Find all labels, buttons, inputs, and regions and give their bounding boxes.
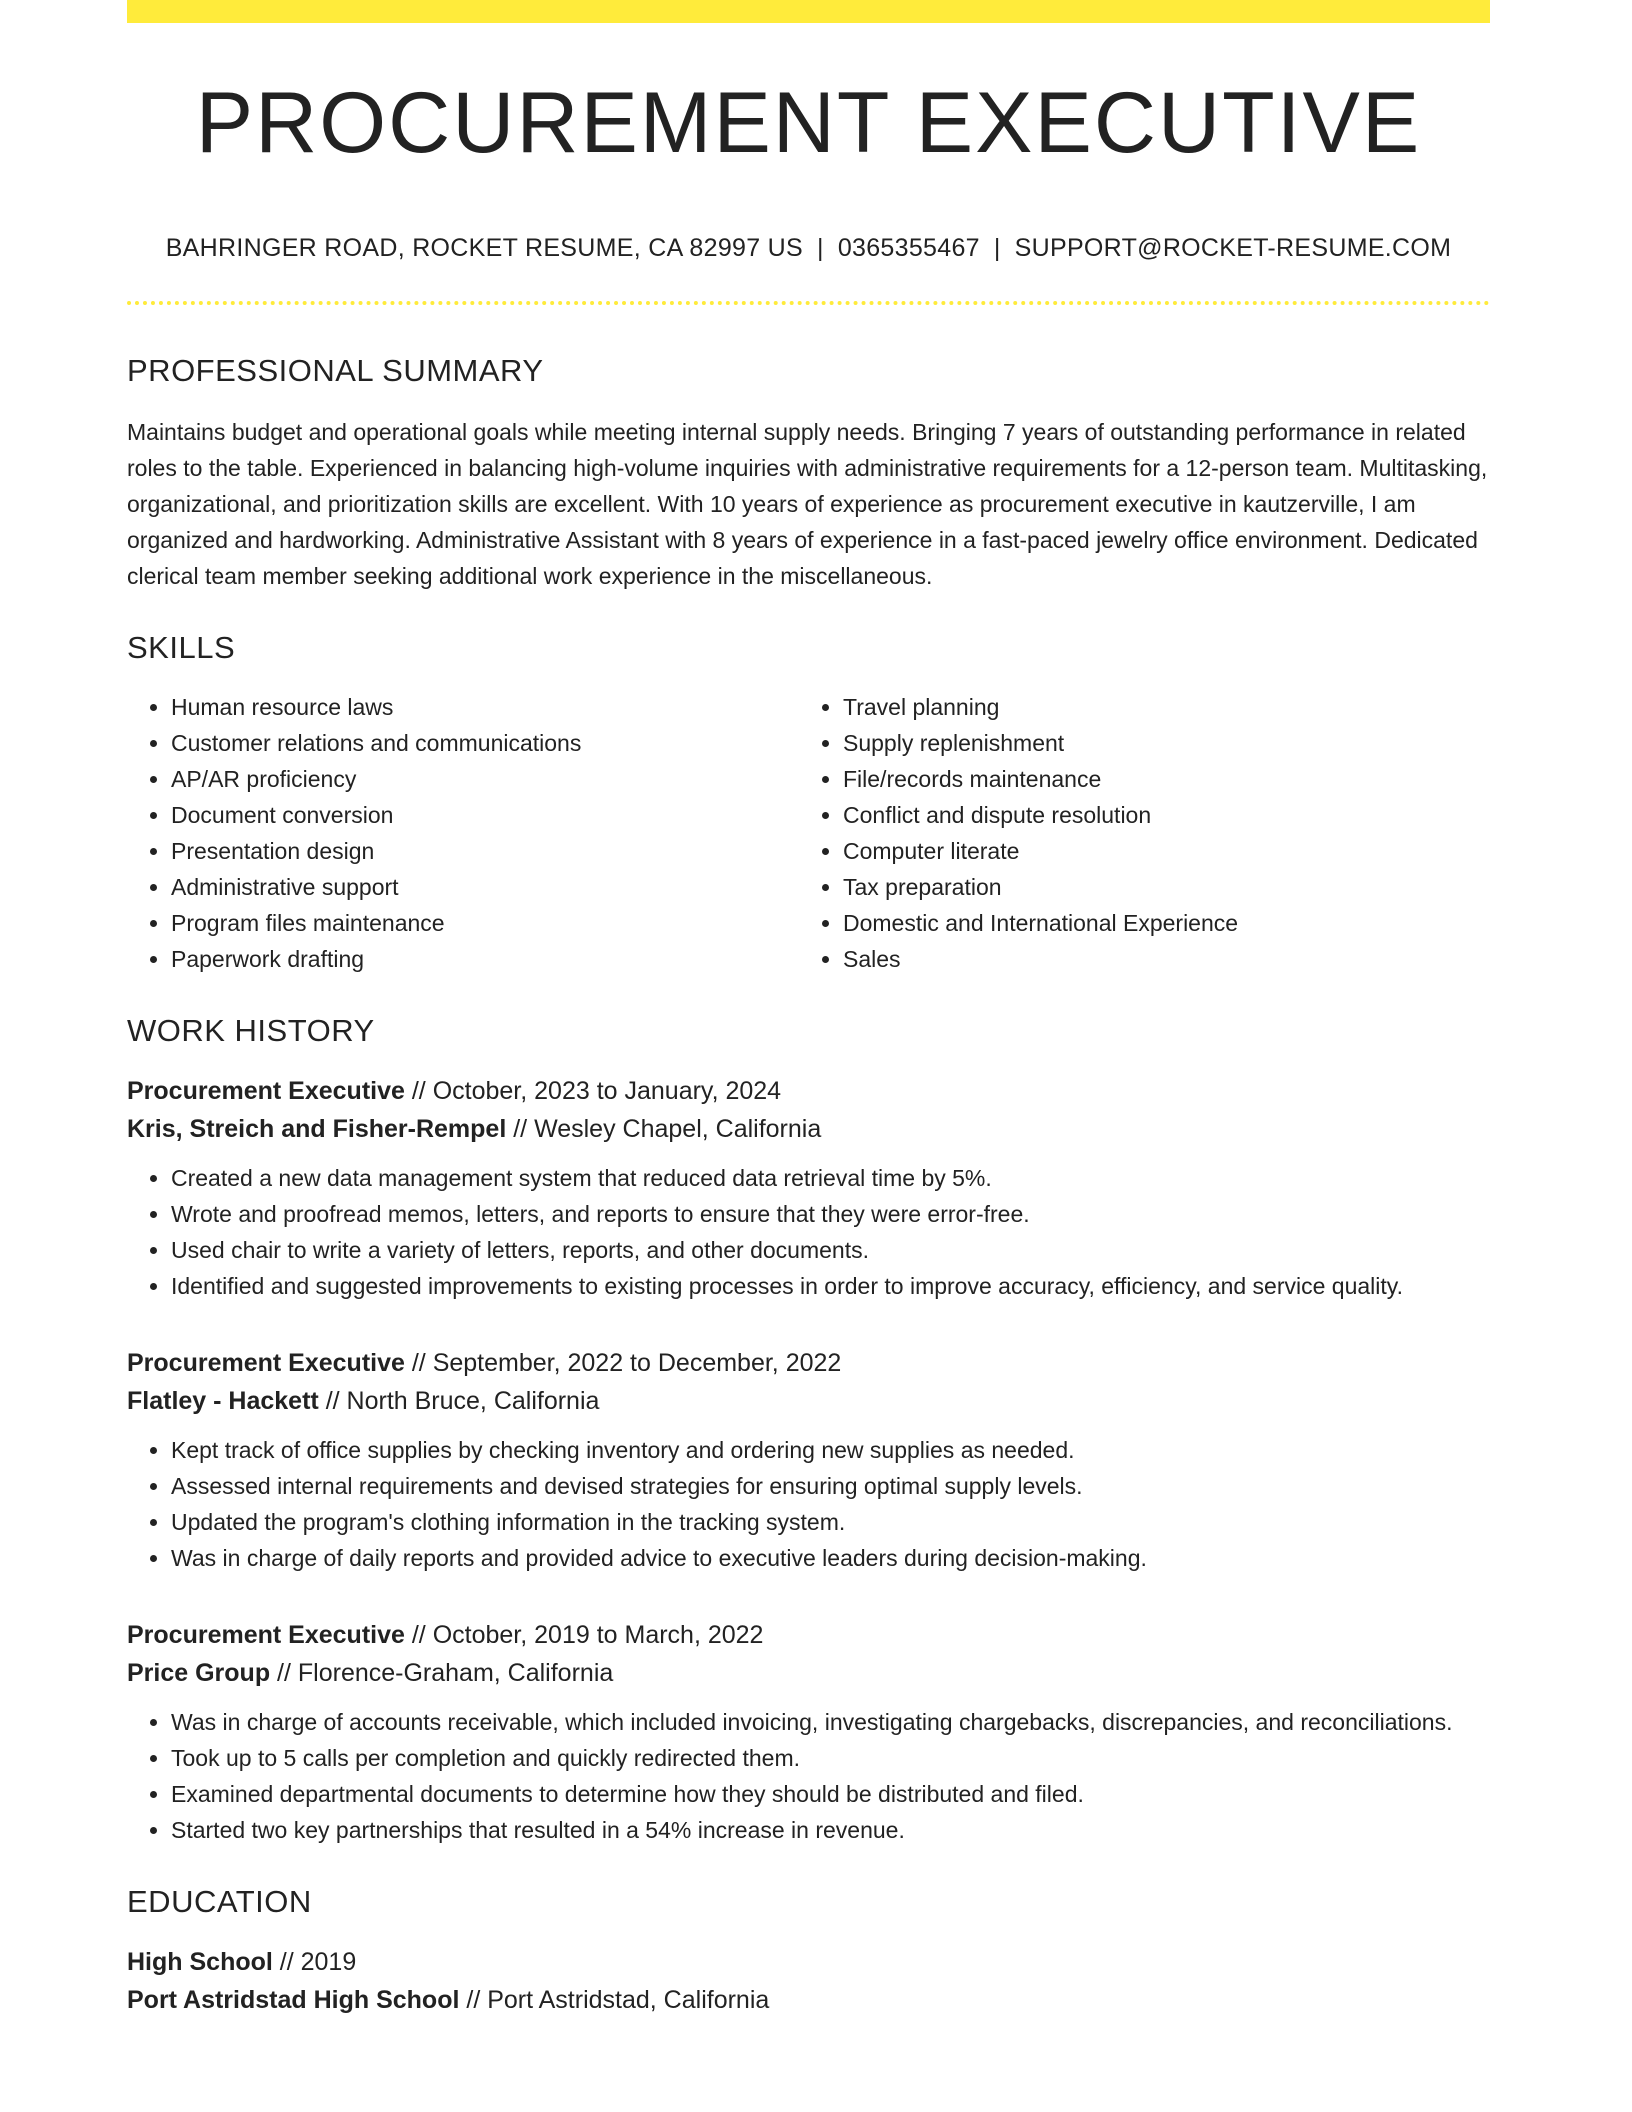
contact-email: SUPPORT@ROCKET-RESUME.COM [1014, 234, 1452, 262]
job-entry [127, 1344, 1490, 1576]
job-bullet: • Wrote and proofread memos, letters, and reports to ensure that they were error-free. [171, 1196, 1490, 1232]
job-entry [127, 1616, 1490, 1848]
dotted-divider [127, 301, 1490, 305]
job-bullet: • Started two key partnerships that resulted in a 54% increase in revenue. [171, 1812, 1490, 1848]
education-school: Port Astridstad High School [127, 1986, 460, 2014]
job-bullet: • Created a new data management system that reduced data retrieval time by 5%. [171, 1160, 1490, 1196]
job-bullets [127, 1160, 1490, 1304]
job-title-line [127, 1072, 1490, 1110]
job-title-line [127, 1344, 1490, 1382]
job-bullet: • Took up to 5 calls per completion and quickly redirected them. [171, 1740, 1490, 1776]
job-title: Procurement Executive [127, 1349, 405, 1377]
skill-item: • Administrative support [171, 869, 799, 905]
education-year: // 2019 [279, 1948, 357, 1976]
skill-item: • Human resource laws [171, 689, 799, 725]
skill-item: • Travel planning [843, 689, 1471, 725]
skills-right-list [799, 689, 1471, 977]
job-bullet: • Was in charge of daily reports and provided advice to executive leaders during decision-making. [171, 1540, 1490, 1576]
skill-item: • Program files maintenance [171, 905, 799, 941]
work-history-heading: WORK HISTORY [127, 1013, 375, 1048]
skills-section [127, 632, 1490, 977]
education-school-line [127, 1981, 1490, 2019]
skill-item: • Computer literate [843, 833, 1471, 869]
job-bullet: • Updated the program's clothing information in the tracking system. [171, 1504, 1490, 1540]
summary-heading: PROFESSIONAL SUMMARY [127, 353, 544, 388]
education-heading: EDUCATION [127, 1884, 312, 1919]
summary-text: Maintains budget and operational goals while meeting internal supply needs. Bringing 7 years of outstanding performance in related roles to the table. Experienced in balancing high-volume inquiries with administrative requirements for a 12-person team. Multitasking, organizational, and prioritization skills are excellent. With 10 years of experience as procurement executive in kautzerville, I am organized and hardworking. Administrative Assistant with 8 years of experience in a fast-paced jewelry office environment. Dedicated clerical team member seeking additional work experience in the miscellaneous. [127, 419, 1488, 589]
skill-item: • Sales [843, 941, 1471, 977]
page-title: PROCUREMENT EXECUTIVE [195, 75, 1422, 171]
skill-item: • File/records maintenance [843, 761, 1471, 797]
job-bullets [127, 1432, 1490, 1576]
job-bullet: • Examined departmental documents to determine how they should be distributed and filed. [171, 1776, 1490, 1812]
skill-item: • Paperwork drafting [171, 941, 799, 977]
job-company-line [127, 1382, 1490, 1420]
work-history-section [127, 1015, 1490, 1848]
job-company: Kris, Streich and Fisher-Rempel [127, 1115, 507, 1143]
skill-item: • Tax preparation [843, 869, 1471, 905]
job-bullets [127, 1704, 1490, 1848]
job-bullet: • Identified and suggested improvements to existing processes in order to improve accuracy, efficiency, and service quality. [171, 1268, 1490, 1304]
contact-phone: 0365355467 [837, 234, 980, 262]
job-company: Price Group [127, 1659, 271, 1687]
accent-top-bar [127, 0, 1490, 23]
job-location: // North Bruce, California [325, 1387, 600, 1415]
skill-item: • Document conversion [171, 797, 799, 833]
summary-section [127, 355, 1490, 594]
job-entry [127, 1072, 1490, 1304]
contact-address: BAHRINGER ROAD, ROCKET RESUME, CA 82997 US [165, 234, 804, 262]
skills-columns [127, 689, 1490, 977]
job-bullet: • Assessed internal requirements and devised strategies for ensuring optimal supply levels. [171, 1468, 1490, 1504]
job-title-line [127, 1616, 1490, 1654]
job-bullet: • Kept track of office supplies by checking inventory and ordering new supplies as needed. [171, 1432, 1490, 1468]
contact-separator: | [993, 234, 1001, 262]
skill-item: • Presentation design [171, 833, 799, 869]
job-dates: // October, 2023 to January, 2024 [411, 1077, 782, 1105]
job-location: // Florence-Graham, California [277, 1659, 614, 1687]
job-location: // Wesley Chapel, California [513, 1115, 822, 1143]
skill-item: • Customer relations and communications [171, 725, 799, 761]
job-company-line [127, 1654, 1490, 1692]
education-degree: High School [127, 1948, 273, 1976]
skill-item: • Supply replenishment [843, 725, 1471, 761]
job-dates: // October, 2019 to March, 2022 [411, 1621, 764, 1649]
education-section [127, 1886, 1490, 2019]
job-dates: // September, 2022 to December, 2022 [411, 1349, 842, 1377]
skills-left-list [127, 689, 799, 977]
education-entry [127, 1943, 1490, 2019]
job-bullet: • Used chair to write a variety of letters, reports, and other documents. [171, 1232, 1490, 1268]
skill-item: • Domestic and International Experience [843, 905, 1471, 941]
resume-content [127, 0, 1490, 2019]
job-bullet: • Was in charge of accounts receivable, which included invoicing, investigating chargebacks, discrepancies, and reconciliations. [171, 1704, 1490, 1740]
contact-line [127, 234, 1490, 263]
education-location: // Port Astridstad, California [466, 1986, 770, 2014]
job-title: Procurement Executive [127, 1077, 405, 1105]
job-company: Flatley - Hackett [127, 1387, 319, 1415]
job-company-line [127, 1110, 1490, 1148]
job-title: Procurement Executive [127, 1621, 405, 1649]
contact-separator: | [817, 234, 824, 262]
skills-heading: SKILLS [127, 630, 236, 665]
skill-item: • Conflict and dispute resolution [843, 797, 1471, 833]
education-degree-line [127, 1943, 1490, 1981]
skill-item: • AP/AR proficiency [171, 761, 799, 797]
